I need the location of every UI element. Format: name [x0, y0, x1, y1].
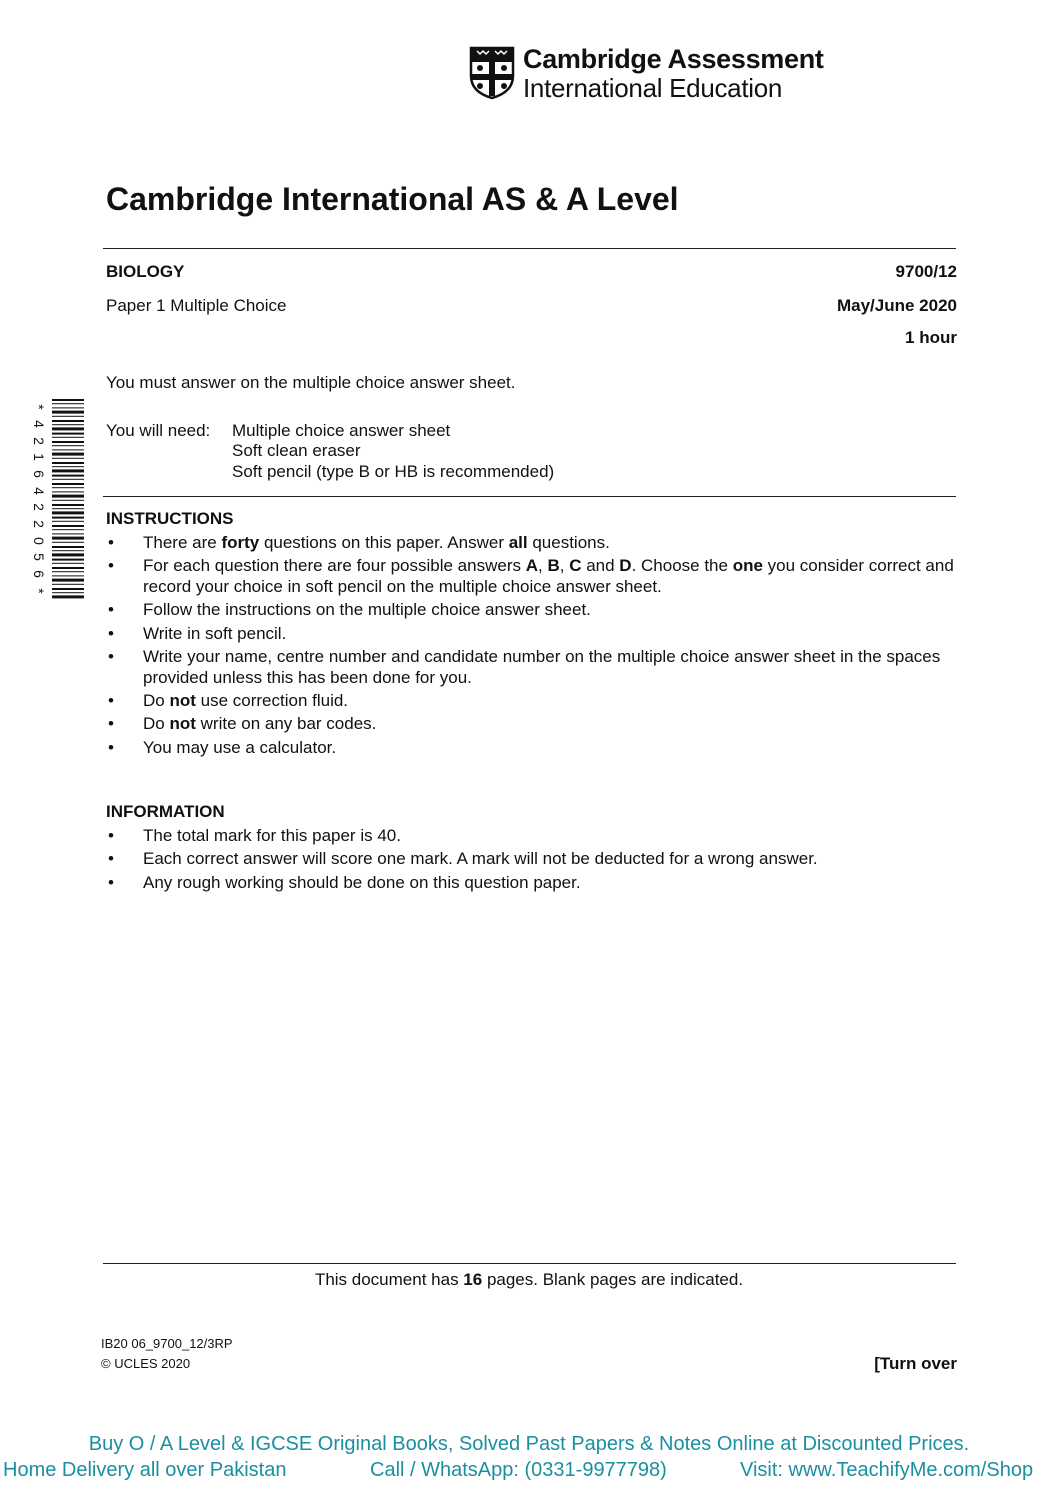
barcode-bar: [52, 437, 84, 438]
instruction-item: [106, 714, 958, 735]
instruction-text: not: [169, 690, 196, 710]
instruction-text: questions on this paper. Answer: [259, 533, 509, 552]
footer-divider: [103, 1263, 956, 1264]
barcode-bar: [52, 584, 84, 585]
barcode-digit: *: [31, 587, 47, 594]
instruction-item: [106, 691, 958, 712]
barcode-bar: [52, 525, 84, 527]
barcode-digit: 6: [31, 470, 47, 478]
exam-session: May/June 2020: [836, 296, 957, 315]
need-item: Soft clean eraser: [232, 441, 361, 460]
barcode-digit: 4: [31, 420, 47, 428]
barcode-bar: [52, 445, 84, 446]
answer-note: You must answer on the multiple choice answer sheet.: [106, 373, 516, 392]
barcode-bar: [52, 559, 84, 561]
page-count-suffix: pages. Blank pages are indicated.: [482, 1270, 744, 1289]
bullet-icon: •: [108, 737, 114, 757]
barcode-digit: *: [31, 404, 47, 411]
barcode-bar: [52, 592, 84, 593]
bullet-icon: •: [108, 533, 114, 552]
instruction-text: write on any bar codes.: [195, 714, 377, 734]
barcode-bar: [52, 427, 84, 430]
instruction-text: use correction fluid.: [195, 690, 349, 710]
instruction-item: [106, 556, 958, 597]
page-count-prefix: This document has: [314, 1270, 464, 1289]
instruction-text: all: [508, 533, 528, 552]
paper-code: 9700/12: [895, 262, 957, 281]
instruction-text: Write in soft pencil.: [143, 623, 287, 643]
barcode-bar: [52, 407, 84, 408]
barcode-digit: 4: [31, 486, 47, 495]
instruction-text: For each question there are four possible answers: [143, 556, 526, 576]
information-text: The total mark for this paper is 40.: [143, 826, 401, 845]
barcode-bar: [52, 500, 84, 501]
barcode-bar: [52, 542, 84, 543]
print-code: IB20 06_9700_12/3RP: [101, 1336, 233, 1351]
logo-line-1: Cambridge Assessment: [523, 44, 824, 74]
cambridge-logo: [469, 44, 824, 104]
barcode-digit: 2: [31, 503, 47, 512]
bullet-icon: •: [108, 556, 114, 576]
barcode-digit: 2: [31, 520, 47, 528]
information-heading: INFORMATION: [106, 802, 225, 821]
information-text: Any rough working should be done on this question paper.: [143, 872, 581, 892]
need-item: Soft pencil (type B or HB is recommended): [232, 462, 555, 481]
instruction-item: [106, 533, 958, 554]
barcode-bar: [52, 537, 84, 540]
barcode-bar: [52, 553, 84, 556]
information-item: [106, 873, 958, 894]
instruction-text: B: [547, 556, 560, 576]
barcode-digit: 5: [31, 553, 47, 562]
instruction-text: ,: [538, 556, 548, 576]
bullet-icon: •: [108, 872, 114, 892]
page-title: Cambridge International AS & A Level: [106, 181, 679, 217]
barcode-bar: [52, 550, 84, 551]
instruction-item: [106, 738, 958, 759]
barcode-bar: [52, 575, 84, 576]
barcode-bar: [52, 511, 84, 514]
bullet-icon: •: [108, 714, 114, 734]
barcode-digit: 1: [31, 453, 47, 462]
copyright: © UCLES 2020: [101, 1356, 191, 1371]
instruction-text: Do: [143, 714, 170, 734]
page-count: 16: [463, 1270, 483, 1289]
page-count-note: [0, 1270, 1058, 1290]
you-will-need-label: You will need:: [106, 421, 211, 440]
instruction-text: There are: [143, 533, 222, 552]
need-item: Multiple choice answer sheet: [232, 421, 451, 440]
barcode-bar: [52, 433, 84, 435]
barcode-bar: [52, 487, 84, 488]
bullet-icon: •: [108, 849, 114, 869]
barcode-bar: [52, 462, 84, 464]
barcode-bar: [52, 475, 84, 477]
instruction-text: one: [732, 556, 763, 576]
instruction-text: Write your name, centre number and candidate number on the multiple choice answer sheet in the spaces provided unless this has been done for you.: [143, 647, 941, 687]
instructions-list: [106, 533, 958, 761]
logo-line-2: International Education: [523, 73, 783, 103]
barcode-bar: [52, 595, 84, 598]
barcode-bar: [52, 495, 84, 498]
bullet-icon: •: [108, 647, 114, 667]
instruction-item: [106, 600, 958, 621]
barcode-bar: [52, 529, 84, 530]
instruction-text: . Choose the: [631, 556, 733, 576]
instruction-text: questions.: [527, 533, 610, 552]
instructions-heading: INSTRUCTIONS: [106, 509, 234, 528]
subject-label: BIOLOGY: [106, 262, 185, 281]
cambridge-crest-icon: [469, 46, 515, 100]
instruction-item: [106, 647, 958, 688]
barcode-bar: [52, 508, 84, 509]
instruction-text: Do: [143, 690, 170, 710]
instruction-text: not: [169, 714, 196, 734]
instruction-text: C: [569, 556, 582, 576]
barcode-bar: [52, 416, 84, 417]
bullet-icon: •: [108, 600, 114, 620]
barcode-bar: [52, 504, 84, 506]
barcode-bar: [52, 483, 84, 485]
information-text: Each correct answer will score one mark. A mark will not be deducted for a wrong answer.: [143, 849, 818, 869]
candidate-barcode: [30, 399, 85, 599]
promo-banner-line: Buy O / A Level & IGCSE Original Books, Solved Past Papers & Notes Online at Discounted Prices.: [88, 1433, 970, 1455]
barcode-bar: [52, 441, 84, 443]
instruction-item: [106, 624, 958, 645]
instruction-text: and: [581, 556, 620, 576]
barcode-digits: [30, 399, 48, 599]
barcode-digit: 6: [31, 570, 47, 578]
instruction-text: A: [525, 556, 538, 576]
instruction-text: Follow the instructions on the multiple choice answer sheet.: [143, 600, 591, 620]
barcode-bar: [52, 546, 84, 548]
instruction-text: you consider correct and record your choice in soft pencil on the multiple choice answer sheet.: [143, 556, 954, 596]
barcode-bar: [52, 458, 84, 459]
turn-over-label: [Turn over: [874, 1354, 957, 1373]
barcode-bar: [52, 517, 84, 519]
barcode-bar: [52, 403, 84, 404]
barcode-bars: [52, 399, 84, 599]
barcode-bar: [52, 563, 84, 564]
instruction-text: D: [619, 556, 632, 576]
barcode-bar: [52, 449, 84, 450]
barcode-bar: [52, 571, 84, 572]
barcode-bar: [52, 424, 84, 425]
barcode-digit: 0: [31, 536, 47, 545]
barcode-bar: [52, 521, 84, 522]
information-item: [106, 826, 958, 847]
barcode-bar: [52, 533, 84, 534]
barcode-bar: [52, 453, 84, 456]
bullet-icon: •: [108, 826, 114, 845]
promo-call: Call / WhatsApp: (0331-9977798): [370, 1459, 667, 1481]
exam-duration: 1 hour: [905, 328, 957, 347]
bullet-icon: •: [108, 690, 114, 710]
barcode-bar: [52, 479, 84, 480]
information-list: [106, 826, 958, 896]
barcode-bar: [52, 588, 84, 590]
barcode-bar: [52, 469, 84, 472]
bullet-icon: •: [108, 623, 114, 643]
barcode-bar: [52, 579, 84, 582]
instruction-text: You may use a calculator.: [143, 737, 337, 757]
barcode-bar: [52, 567, 84, 569]
barcode-bar: [52, 491, 84, 492]
promo-delivery: Home Delivery all over Pakistan: [3, 1459, 287, 1481]
barcode-digit: 2: [31, 436, 47, 445]
information-item: [106, 849, 958, 870]
barcode-bar: [52, 399, 84, 401]
barcode-bar: [52, 420, 84, 422]
header-divider: [103, 248, 956, 249]
barcode-bar: [52, 411, 84, 414]
instruction-text: forty: [221, 533, 260, 552]
instruction-text: ,: [559, 556, 570, 576]
section-divider: [103, 496, 956, 497]
promo-visit-link[interactable]: Visit: www.TeachifyMe.com/Shop: [740, 1459, 1034, 1481]
paper-name: Paper 1 Multiple Choice: [106, 296, 287, 315]
barcode-bar: [52, 466, 84, 467]
